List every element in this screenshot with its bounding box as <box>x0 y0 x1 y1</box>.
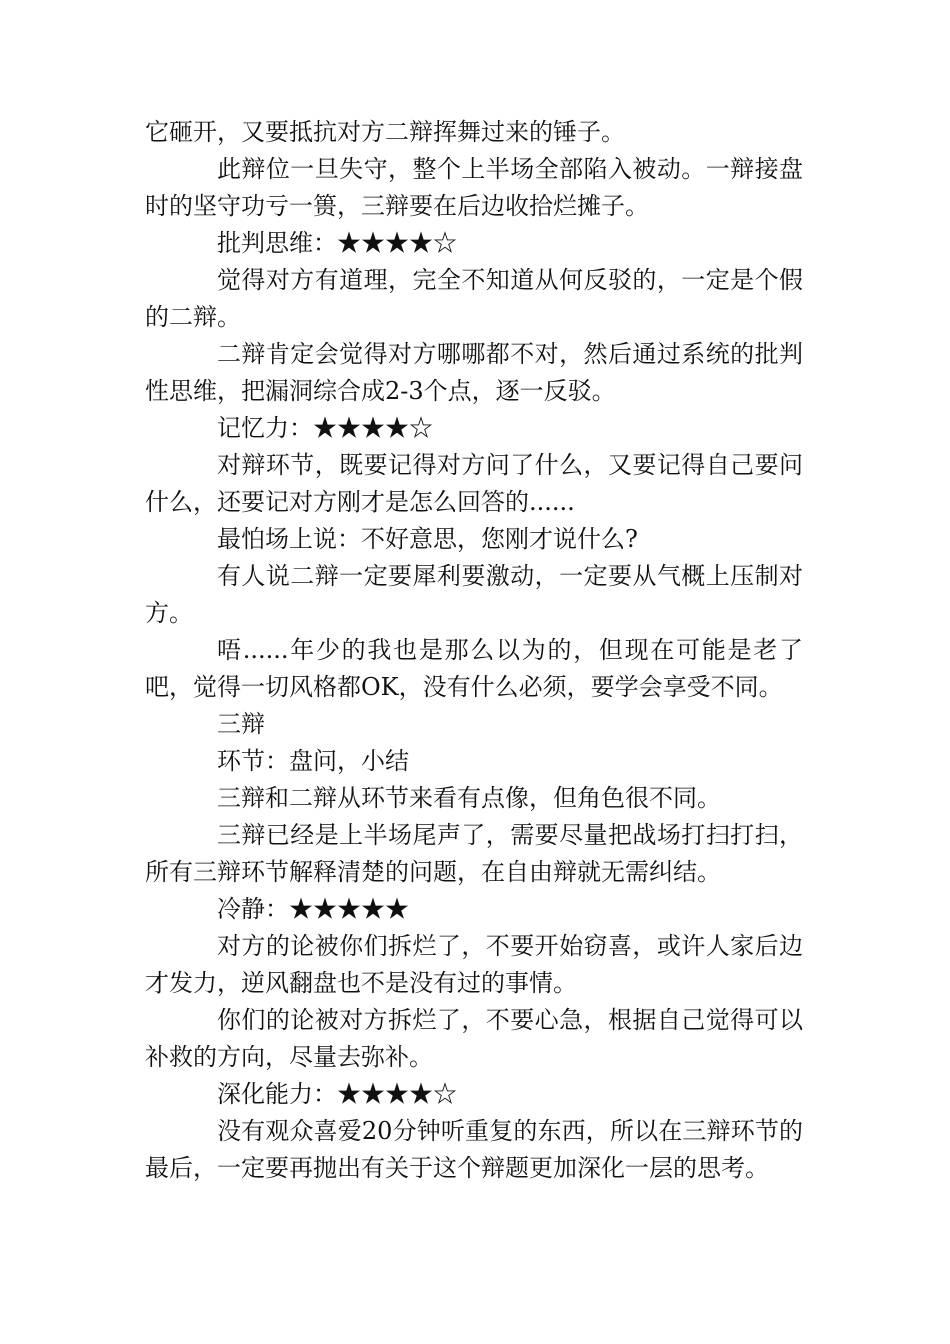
paragraph-role-difference: 三辩和二辩从环节来看有点像，但角色很不同。 <box>217 784 721 812</box>
paragraph-own-broken: 你们的论被对方拆烂了，不要心急，根据自己觉得可以补救的方向，尽量去弥补。 <box>145 1006 803 1071</box>
paragraph-deepening: 没有观众喜爱20分钟听重复的东西，所以在三辩环节的最后，一定要再抛出有关于这个辩题更加深化一层的思考。 <box>145 1117 803 1182</box>
paragraph-sharp-style: 有人说二辩一定要犀利要激动，一定要从气概上压制对方。 <box>145 562 803 627</box>
paragraph-worst-fear: 最怕场上说：不好意思，您刚才说什么? <box>217 525 638 553</box>
paragraph-cleanup: 三辩已经是上半场尾声了，需要尽量把战场打扫打扫，所有三辩环节解释清楚的问题，在自由辩就无需纠结。 <box>145 821 803 886</box>
paragraph-opponent-broken: 对方的论被你们拆烂了，不要开始窃喜，或许人家后边才发力，逆风翻盘也不是没有过的事情。 <box>145 932 803 997</box>
paragraph-style-reflection: 唔......年少的我也是那么以为的，但现在可能是老了吧，觉得一切风格都OK，没有什么必须，要学会享受不同。 <box>145 636 803 701</box>
rating-memory: 记忆力：★★★★☆ <box>217 414 433 442</box>
paragraph-continuation: 它砸开，又要抵抗对方二辩挥舞过来的锤子。 <box>145 118 625 146</box>
section-heading-third-debater: 三辩 <box>217 710 265 738</box>
paragraph-critical-thinking: 二辩肯定会觉得对方哪哪都不对，然后通过系统的批判性思维，把漏洞综合成2-3个点，逐一反驳。 <box>145 340 803 405</box>
paragraph-segments: 环节：盘问，小结 <box>217 747 409 775</box>
rating-critical-thinking: 批判思维：★★★★☆ <box>217 229 457 257</box>
rating-calm: 冷静：★★★★★ <box>217 895 409 923</box>
paragraph-second-debater-risk: 此辩位一旦失守，整个上半场全部陷入被动。一辩接盘时的坚守功亏一篑，三辩要在后边收拾烂摊子。 <box>145 155 803 220</box>
document-body <box>145 114 803 1187</box>
paragraph-cross-exam-memory: 对辩环节，既要记得对方问了什么，又要记得自己要问什么，还要记对方刚才是怎么回答的...... <box>145 451 803 516</box>
rating-deepening: 深化能力：★★★★☆ <box>217 1080 457 1108</box>
paragraph-fake-second-debater: 觉得对方有道理，完全不知道从何反驳的，一定是个假的二辩。 <box>145 266 803 331</box>
